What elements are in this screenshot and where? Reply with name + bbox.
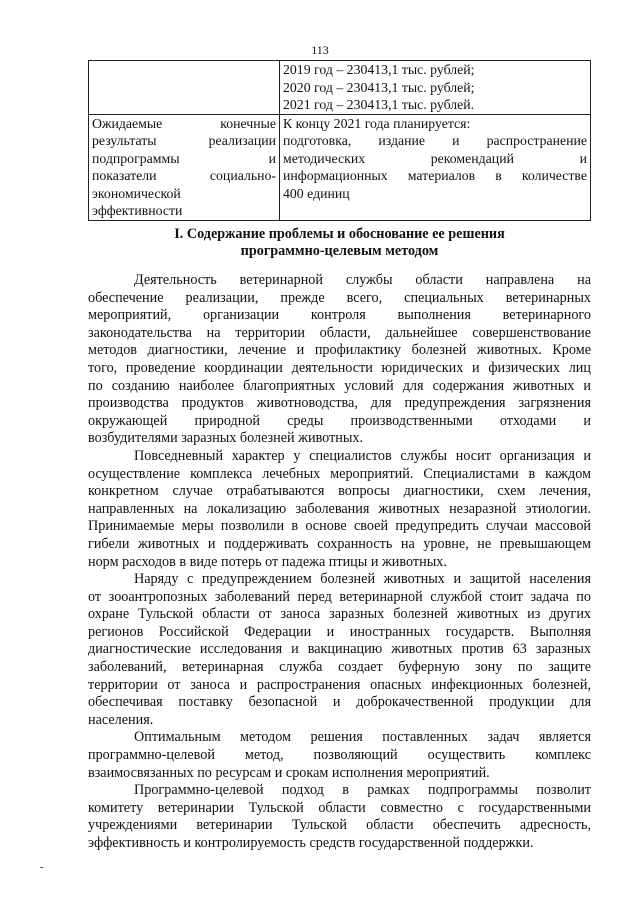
paragraph-line: диагностические исследования и вакцинацию животных против 63 заразных bbox=[88, 641, 591, 658]
funding-line: 2019 год – 230413,1 тыс. рублей; bbox=[283, 62, 475, 77]
paragraph-line: Программно-целевой подход в рамках подпрограммы позволит bbox=[134, 782, 591, 799]
paragraph-line: эффективность и контролируемость средств государственной поддержки. bbox=[88, 835, 534, 851]
paragraph-line: окружающей природной среды производственными отходами и bbox=[88, 412, 591, 429]
table-cell-expected-results-label bbox=[89, 114, 280, 220]
body-paragraph bbox=[88, 272, 591, 448]
funding-line: 2021 год – 230413,1 тыс. рублей. bbox=[283, 97, 475, 112]
subprogram-passport-table bbox=[88, 60, 591, 221]
label-line: показатели социально- bbox=[92, 168, 276, 183]
section-heading-line: I. Содержание проблемы и обоснование ее решения bbox=[174, 226, 505, 242]
paragraph-line: регионов Российской Федерации и иностранных государств. Выполняя bbox=[88, 623, 591, 640]
paragraph-line: по созданию наиболее благоприятных условий для содержания животных и bbox=[88, 377, 591, 394]
value-line: 400 единиц bbox=[283, 185, 350, 201]
section-heading-line: программно-целевым методом bbox=[240, 243, 439, 259]
paragraph-line: обеспечение реализации, прежде всего, специальных ветеринарных bbox=[88, 289, 591, 306]
paragraph-line: обеспечивая поставку безопасной и доброкачественной продукции для bbox=[88, 694, 591, 711]
paragraph-line: Наряду с предупреждением болезней животных и защитой населения bbox=[134, 571, 591, 588]
paragraph-line: мероприятий, организации контроля выполнения ветеринарного bbox=[88, 307, 591, 324]
paragraph-line: законодательства на территории области, дальнейшее совершенствование bbox=[88, 324, 591, 341]
paragraph-line: Повседневный характер у специалистов службы носит организация и bbox=[134, 447, 591, 464]
value-line: К концу 2021 года планируется: bbox=[283, 115, 471, 131]
label-line: подпрограммы и bbox=[92, 150, 276, 166]
value-line: информационных материалов в количестве bbox=[283, 168, 587, 183]
paragraph-line: методов диагностики, лечение и профилактику болезней животных. Кроме bbox=[88, 342, 591, 359]
paragraph-line: Оптимальным методом решения поставленных задач является bbox=[134, 729, 591, 746]
paragraph-line: программно-целевой метод, позволяющий осуществить комплекс bbox=[88, 747, 591, 764]
paragraph-line: конкретном случае отрабатываются вопросы диагностики, схем лечения, bbox=[88, 483, 591, 500]
body-text bbox=[88, 272, 591, 853]
table-row-expected-results bbox=[89, 114, 591, 220]
paragraph-line: от зооантропозных заболеваний перед ветеринарной службой стоит задача по bbox=[88, 588, 591, 605]
body-paragraph bbox=[88, 448, 591, 571]
paragraph-line: направленных на локализацию заболевания животных незаразной этиологии. bbox=[88, 500, 591, 517]
value-line: подготовка, издание и распространение bbox=[283, 133, 587, 148]
paragraph-line: населения. bbox=[88, 711, 154, 728]
body-paragraph bbox=[88, 782, 591, 852]
paragraph-line: охране Тульской области от заноса заразных болезней животных из других bbox=[88, 606, 591, 623]
paragraph-line: учреждениями ветеринарии Тульской области обеспечить адресность, bbox=[88, 817, 591, 834]
paragraph-line: того, проведение координации деятельности юридических и физических лиц bbox=[88, 359, 591, 376]
label-line: Ожидаемые конечные bbox=[92, 115, 276, 131]
section-heading bbox=[88, 226, 591, 260]
paragraph-line: возбудителями заразных болезней животных. bbox=[88, 430, 364, 447]
label-line: результаты реализации bbox=[92, 133, 276, 148]
value-line: методических рекомендаций и bbox=[283, 150, 587, 166]
body-paragraph bbox=[88, 729, 591, 782]
paragraph-line: Принимаемые меры позволили в основе своей предупредить случаи массовой bbox=[88, 518, 591, 535]
paragraph-line: гибели животных и поддерживать сохранность на уровне, не превышающем bbox=[88, 535, 591, 552]
label-line: экономической bbox=[92, 185, 181, 201]
paragraph-line: норм расходов в виде потерь от падежа птицы и животных. bbox=[88, 553, 447, 570]
table-row-funding bbox=[89, 61, 591, 115]
paragraph-line: комитету ветеринарии Тульской области совместно с государственными bbox=[88, 799, 591, 816]
paragraph-line: заболеваний, ветеринарная служба создает буферную зону по защите bbox=[88, 659, 591, 676]
table-cell-funding bbox=[280, 61, 591, 115]
paragraph-line: осуществление комплекса лечебных мероприятий. Специалистами в каждом bbox=[88, 465, 591, 482]
paragraph-line: территории от заноса и распространения опасных инфекционных болезней, bbox=[88, 676, 591, 693]
table-cell-expected-results-value bbox=[280, 114, 591, 220]
body-paragraph bbox=[88, 571, 591, 729]
paragraph-line: взаимосвязанных по ресурсам и срокам исполнения мероприятий. bbox=[88, 764, 490, 781]
funding-line: 2020 год – 230413,1 тыс. рублей; bbox=[283, 79, 475, 95]
paragraph-line: производства продуктов животноводства, для предупреждения загрязнения bbox=[88, 395, 591, 412]
page-number: 113 bbox=[311, 43, 329, 57]
margin-mark: - bbox=[40, 862, 44, 873]
table-cell-empty bbox=[89, 61, 280, 115]
paragraph-line: Деятельность ветеринарной службы области направлена на bbox=[134, 272, 591, 288]
label-line: эффективности bbox=[92, 203, 183, 218]
